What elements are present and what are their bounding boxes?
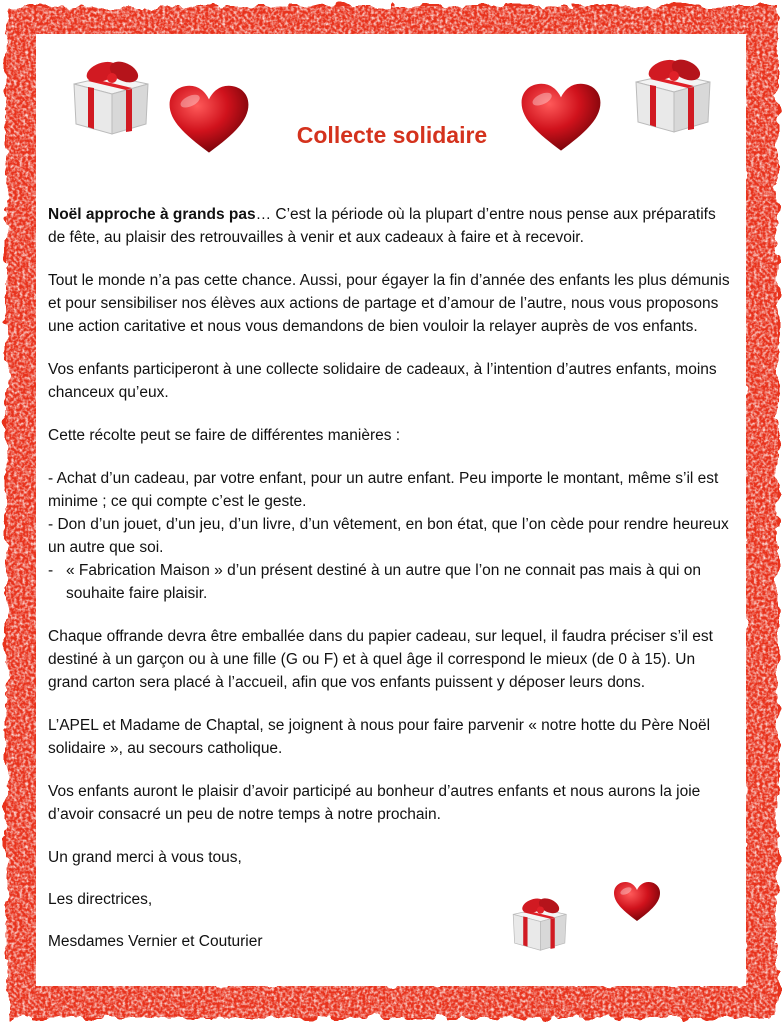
paragraph: L’APEL et Madame de Chaptal, se joignent à nous pour faire parvenir « notre hotte du Père Noël solidaire », au secours catholique. bbox=[48, 717, 711, 757]
intro-bold: Noël approche à grands pas bbox=[48, 206, 256, 223]
paragraph: Chaque offrande devra être emballée dans du papier cadeau, sur lequel, il faudra préciser s’il est destiné à un garçon ou à une fille (G ou F) et à quel âge il correspond le mieux (de 0 à 15). Un grand carton sera placé à l’accueil, afin que vos enfants puissent y déposer leurs dons. bbox=[48, 628, 713, 691]
intro-paragraph bbox=[48, 203, 736, 249]
list-item-dash bbox=[48, 559, 736, 605]
paragraph: Vos enfants auront le plaisir d’avoir participé au bonheur d’autres enfants et nous aurons la joie d’avoir consacré un peu de notre temps à notre prochain. bbox=[48, 783, 701, 823]
paragraph: Tout le monde n’a pas cette chance. Aussi, pour égayer la fin d’année des enfants les plus démunis et pour sensibiliser nos élèves aux actions de partage et d’amour de l’autre, nous vous proposons une action caritative et nous vous demandons de bien vouloir la relayer auprès de vos enfants. bbox=[48, 272, 730, 335]
closing-line: Les directrices, bbox=[48, 891, 153, 908]
paragraph: Cette récolte peut se faire de différentes manières : bbox=[48, 427, 401, 444]
signature-block bbox=[48, 846, 736, 953]
list-item-text: « Fabrication Maison » d’un présent destiné à un autre que l’on ne connait pas mais à qui on souhaite faire plaisir. bbox=[66, 562, 702, 602]
page-title: Collecte solidaire bbox=[296, 122, 488, 148]
list-item: - Don d’un jouet, d’un jeu, d’un livre, d’un vêtement, en bon état, que l’on cède pour rendre heureux un autre que soi. bbox=[48, 516, 729, 556]
paragraph: Vos enfants participeront à une collecte solidaire de cadeaux, à l’intention d’autres enfants, moins chanceux qu’eux. bbox=[48, 361, 717, 401]
list-item: - Achat d’un cadeau, par votre enfant, pour un autre enfant. Peu importe le montant, même s’il est minime ; ce qui compte c’est le geste. bbox=[48, 470, 719, 510]
letter-body bbox=[48, 203, 736, 972]
intro-rest: … C’est la période où la plupart d’entre nous pense aux préparatifs de fête, au plaisir des retrouvailles à venir et aux cadeaux à faire et à recevoir. bbox=[48, 206, 716, 246]
closing-line: Un grand merci à vous tous, bbox=[48, 849, 242, 866]
closing-line: Mesdames Vernier et Couturier bbox=[48, 933, 263, 950]
list-dash: - bbox=[48, 562, 54, 579]
